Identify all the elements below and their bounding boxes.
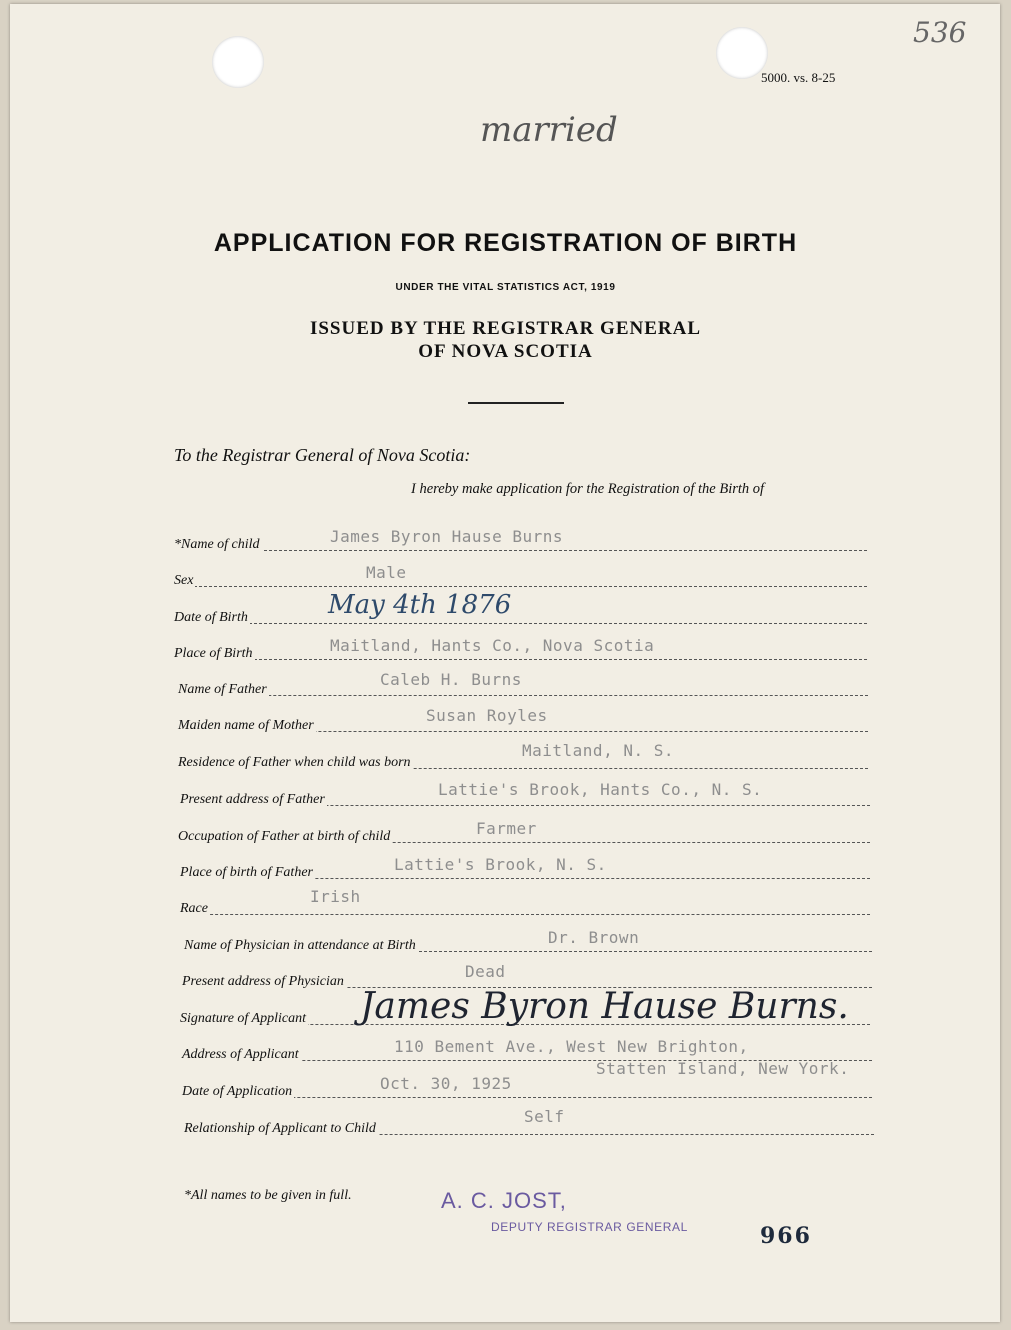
- field-label: Name of Father: [178, 682, 267, 697]
- field-value: Lattie's Brook, N. S.: [394, 855, 607, 874]
- fill-line: [174, 623, 867, 624]
- field-value: 110 Bement Ave., West New Brighton,: [394, 1037, 749, 1056]
- field-label: Residence of Father when child was born: [178, 755, 411, 770]
- registrar-stamp-name: A. C. JOST,: [441, 1188, 567, 1213]
- field-value: Dead: [465, 962, 506, 981]
- field-value: Caleb H. Burns: [380, 670, 522, 689]
- fill-line: [174, 550, 867, 551]
- field-label: Signature of Applicant: [180, 1011, 306, 1026]
- field-date-of-birth: [174, 590, 867, 628]
- field-label: Date of Application: [182, 1084, 293, 1099]
- field-value-line-2: Statten Island, New York.: [596, 1059, 850, 1078]
- title-divider: [468, 402, 564, 404]
- fill-line: [174, 586, 867, 587]
- field-name-of-father: [178, 670, 868, 700]
- form-title: APPLICATION FOR REGISTRATION OF BIRTH: [213, 229, 798, 257]
- field-label: Present address of Physician: [182, 974, 344, 989]
- field-label: Place of birth of Father: [180, 865, 313, 880]
- field-value: James Byron Hause Burns: [330, 527, 564, 546]
- field-label: Race: [180, 901, 208, 916]
- fill-line: [174, 659, 867, 660]
- field-place-of-birth-of-father: [180, 853, 870, 883]
- field-label: Relationship of Applicant to Child: [184, 1121, 376, 1136]
- punch-hole-left: [212, 36, 264, 88]
- field-name-of-child: [174, 525, 867, 555]
- field-label: *Name of child: [174, 537, 260, 552]
- field-value: Male: [366, 563, 407, 582]
- field-value: Dr. Brown: [548, 928, 640, 947]
- field-label: Present address of Father: [180, 792, 325, 807]
- field-sex: [174, 561, 867, 591]
- salutation: To the Registrar General of Nova Scotia:: [174, 445, 471, 465]
- field-relationship: [184, 1109, 874, 1139]
- field-maiden-name-of-mother: [178, 706, 868, 736]
- field-label: Place of Birth: [174, 646, 253, 661]
- field-value: Irish: [310, 887, 361, 906]
- issued-by-line-1: ISSUED BY THE REGISTRAR GENERAL: [309, 318, 702, 339]
- field-present-address-of-father: [180, 780, 870, 810]
- field-label: Date of Birth: [174, 610, 248, 625]
- fill-line: [180, 914, 870, 915]
- field-value: Maitland, Hants Co., Nova Scotia: [330, 636, 655, 655]
- applicant-signature: James Byron Hause Burns.: [360, 986, 849, 1027]
- field-value: Self: [524, 1107, 565, 1126]
- field-value: Oct. 30, 1925: [380, 1074, 512, 1093]
- pencil-scrawl: married: [480, 110, 618, 150]
- field-race: [180, 889, 870, 919]
- fill-line: [178, 695, 868, 696]
- field-label: Maiden name of Mother: [178, 718, 314, 733]
- field-residence-of-father: [178, 743, 868, 773]
- field-value: Lattie's Brook, Hants Co., N. S.: [438, 780, 763, 799]
- form-subtitle: UNDER THE VITAL STATISTICS ACT, 1919: [395, 282, 616, 293]
- field-occupation-of-father: [178, 817, 870, 847]
- registration-number: 966: [760, 1223, 812, 1249]
- field-value-handwritten: May 4th 1876: [328, 590, 512, 620]
- pencil-number: 536: [913, 16, 967, 49]
- field-value: Maitland, N. S.: [522, 741, 674, 760]
- intro-line: I hereby make application for the Registration of the Birth of: [411, 481, 765, 497]
- issued-by-line-2: OF NOVA SCOTIA: [418, 341, 593, 362]
- field-physician: [184, 926, 872, 956]
- footnote: *All names to be given in full.: [184, 1188, 352, 1203]
- field-value: Farmer: [476, 819, 537, 838]
- field-label: Name of Physician in attendance at Birth: [184, 938, 416, 953]
- field-label: Occupation of Father at birth of child: [178, 829, 391, 844]
- field-address-of-applicant: [182, 1035, 872, 1078]
- field-value: Susan Royles: [426, 706, 548, 725]
- field-label: Sex: [174, 573, 194, 588]
- field-place-of-birth: [174, 634, 867, 664]
- registrar-stamp-title: DEPUTY REGISTRAR GENERAL: [491, 1220, 688, 1234]
- field-label: Address of Applicant: [182, 1047, 299, 1062]
- form-number: 5000. vs. 8-25: [761, 70, 836, 85]
